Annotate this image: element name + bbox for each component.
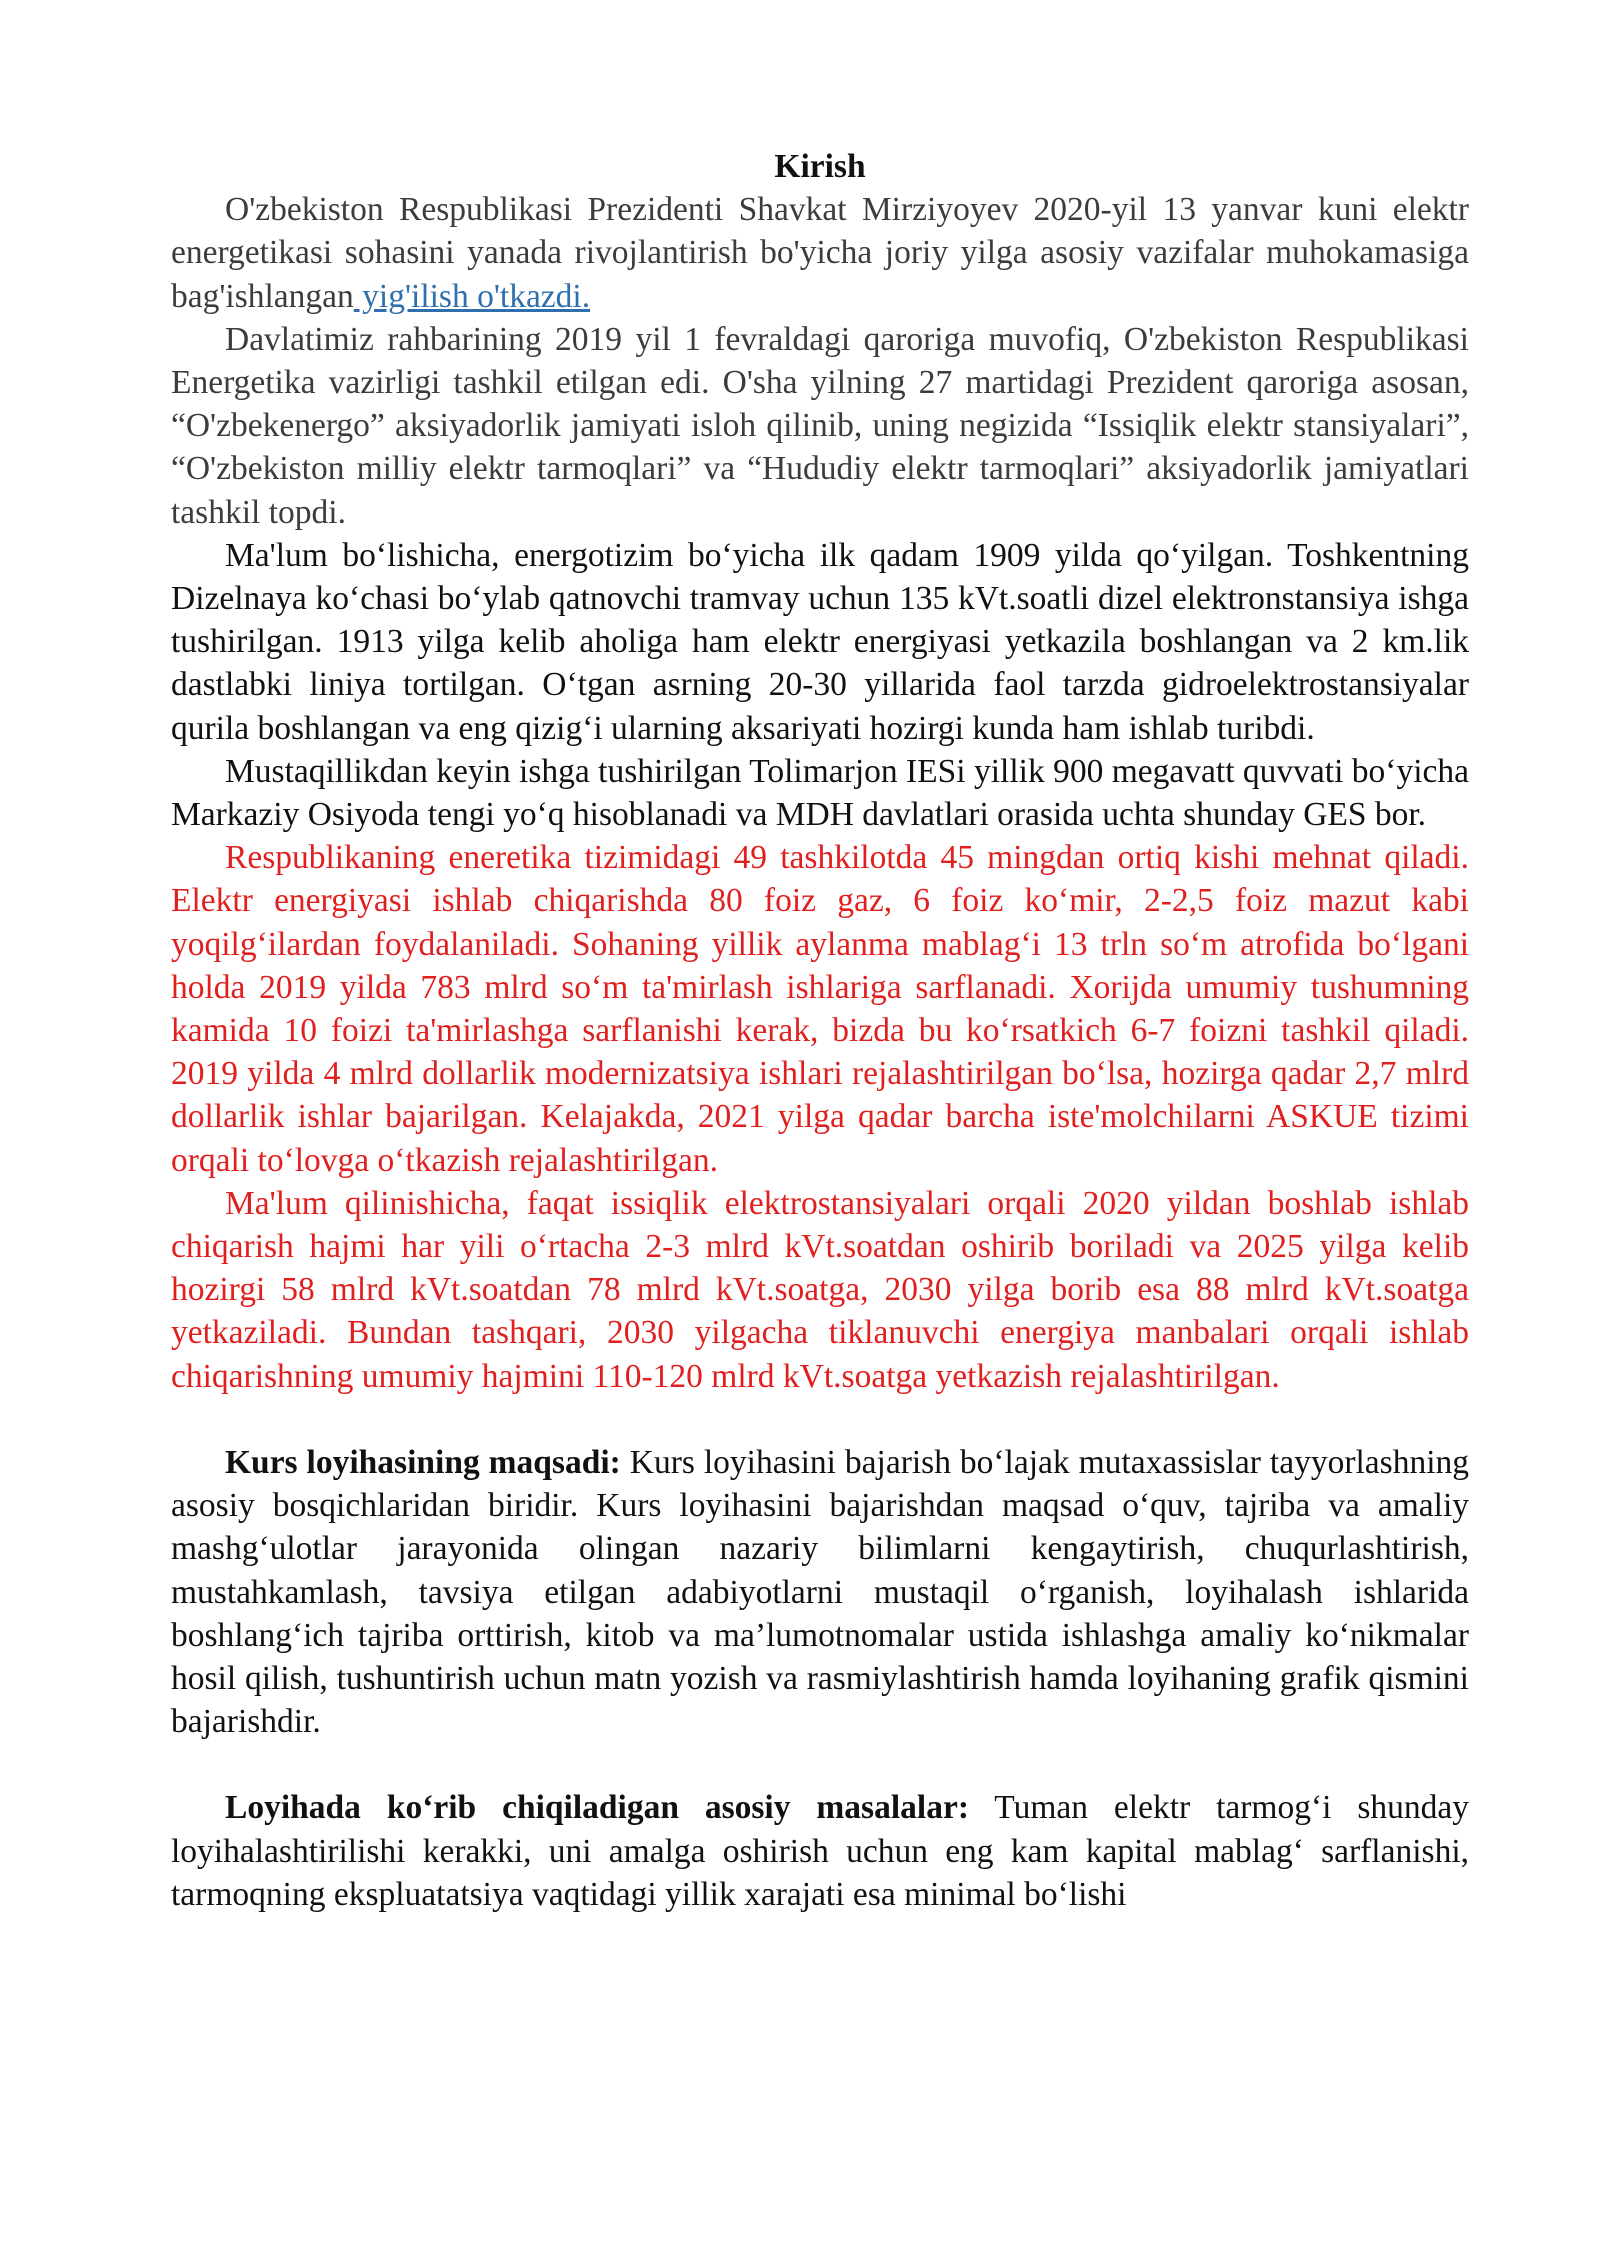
paragraph-3: Ma'lum bo‘lishicha, energotizim bo‘yicha ilk qadam 1909 yilda qo‘yilgan. Toshkentning Dizelnaya ko‘chasi bo‘ylab qatnovchi tramvay uchun 135 kVt.soatli dizel elektronstansiya ishga tushirilgan. 1913 yilga kelib aholiga ham elektr energiyasi yetkazila boshlangan va 2 km.lik dastlabki liniya tortilgan. O‘tgan asrning 20-30 yillarida faol tarzda gidroelektrostansiyalar qurila boshlangan va eng qizig‘i ularning aksariyati hozirgi kunda ham ishlab turibdi. [171,536,1469,747]
paragraph-7 [171,1441,1469,1743]
paragraph-5: Respublikaning eneretika tizimidagi 49 tashkilotda 45 mingdan ortiq kishi mehnat qiladi. Elektr energiyasi ishlab chiqarishda 80 foiz gaz, 6 foiz ko‘mir, 2-2,5 foiz mazut kabi yoqilg‘ilardan foydalaniladi. Sohaning yillik aylanma mablag‘i 13 trln so‘m atrofida bo‘lgani holda 2019 yilda 783 mlrd so‘m ta'mirlash ishlariga sarflanadi. Xorijda umumiy tushumning kamida 10 foizi ta'mirlashga sarflanishi kerak, bizda bu ko‘rsatkich 6-7 foizni tashkil qiladi. 2019 yilda 4 mlrd dollarlik modernizatsiya ishlari rejalashtirilgan bo‘lsa, hozirga qadar 2,7 mlrd dollarlik ishlar bajarilgan. Kelajakda, 2021 yilga qadar barcha iste'molchilarni ASKUE tizimi orqali to‘lovga o‘tkazish rejalashtirilgan. [171,839,1469,1179]
meeting-link[interactable]: yig'ilish o'tkazdi. [353,277,591,315]
paragraph-4: Mustaqillikdan keyin ishga tushirilgan Tolimarjon IESi yillik 900 megavatt quvvati bo‘yicha Markaziy Osiyoda tengi yo‘q hisoblanadi va MDH davlatlari orasida uchta shunday GES bor. [171,752,1469,834]
spacer [171,1398,1469,1441]
page-title: Kirish [774,148,866,185]
paragraph-1 [171,188,1469,318]
course-goal-heading: Kurs loyihasining maqsadi: [225,1443,621,1481]
paragraph-6: Ma'lum qilinishicha, faqat issiqlik elektrostansiyalari orqali 2020 yildan boshlab ishlab chiqarish hajmi har yili o‘rtacha 2-3 mlrd kVt.soatdan oshirib boriladi va 2025 yilga kelib hozirgi 58 mlrd kVt.soatdan 78 mlrd kVt.soatga, 2030 yilga borib esa 88 mlrd kVt.soatga yetkaziladi. Bundan tashqari, 2030 yilgacha tiklanuvchi energiya manbalari orqali ishlab chiqarishning umumiy hajmini 110-120 mlrd kVt.soatga yetkazish rejalashtirilgan. [171,1184,1469,1395]
document-page [171,145,1469,1916]
main-issues-heading: Loyihada ko‘rib chiqiladigan asosiy masalalar: [225,1789,969,1827]
course-goal-text: Kurs loyihasini bajarish bo‘lajak mutaxassislar tayyorlashning asosiy bosqichlaridan biridir. Kurs loyihasini bajarishdan maqsad o‘quv, tajriba va amaliy mashg‘ulotlar jarayonida olingan nazariy bilimlarni kengaytirish, chuqurlashtirish, mustahkamlash, tavsiya etilgan adabiyotlarni mustaqil o‘rganish, loyihalash ishlarida boshlang‘ich tajriba orttirish, kitob va ma’lumotnomalar ustida ishlashga amaliy ko‘nikmalar hosil qilish, tushuntirish uchun matn yozish va rasmiylashtirish hamda loyihaning grafik qismini bajarishdir. [171,1443,1470,1741]
paragraph-8 [171,1786,1469,1916]
main-issues-text: Tuman elektr tarmog‘i shunday loyihalashtirilishi kerakki, uni amalga oshirish uchun eng kam kapital mablag‘ sarflanishi, tarmoqning ekspluatatsiya vaqtidagi yillik xarajati esa minimal bo‘lishi [171,1789,1469,1913]
spacer [171,1743,1469,1786]
paragraph-2: Davlatimiz rahbarining 2019 yil 1 fevraldagi qaroriga muvofiq, O'zbekiston Respublikasi Energetika vazirligi tashkil etilgan edi. O'sha yilning 27 martidagi Prezident qaroriga asosan, “O'zbekenergo” aksiyadorlik jamiyati isloh qilinib, uning negizida “Issiqlik elektr stansiyalari”, “O'zbekiston milliy elektr tarmoqlari” va “Hududiy elektr tarmoqlari” aksiyadorlik jamiyatlari tashkil topdi. [171,320,1469,531]
paragraph-1-text: O'zbekiston Respublikasi Prezidenti Shavkat Mirziyoyev 2020-yil 13 yanvar kuni elektr energetikasi sohasini yanada rivojlantirish bo'yicha joriy yilga asosiy vazifalar muhokamasiga bag'ishlangan [171,191,1469,315]
